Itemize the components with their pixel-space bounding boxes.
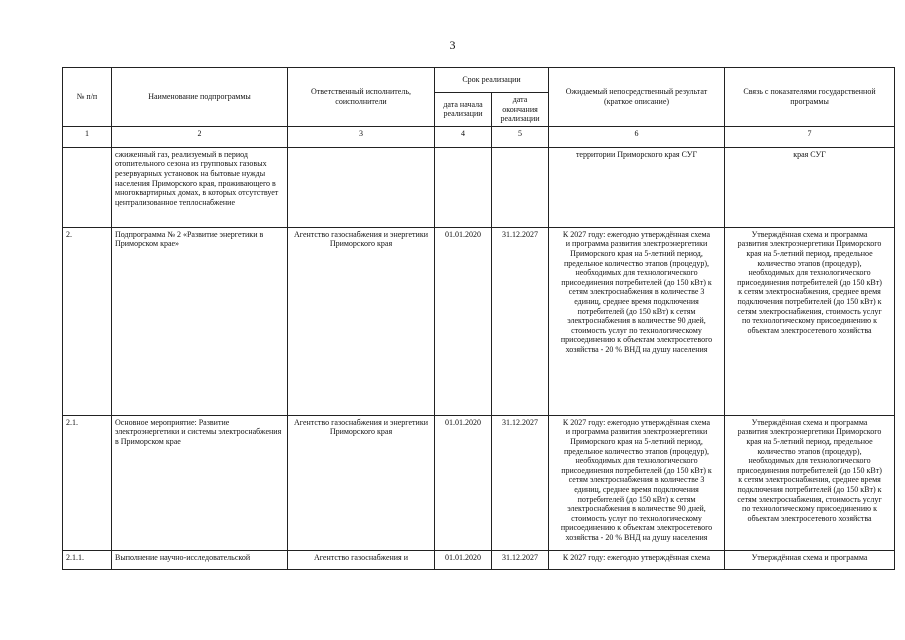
table-row (63, 415, 895, 550)
header-name: Наименование подпрограммы (112, 68, 288, 127)
header-end-date: дата окончания реализации (492, 93, 549, 127)
header-responsible: Ответственный исполнитель, соисполнители (288, 68, 435, 127)
row-link: края СУГ (725, 147, 895, 227)
row-start-date: 01.01.2020 (435, 227, 492, 415)
row-responsible: Агентство газоснабжения и энергетики Приморского края (288, 415, 435, 550)
row-name: Основное мероприятие: Развитие электроэнергетики и системы электроснабжения в Приморском крае (112, 415, 288, 550)
column-index: 6 (549, 126, 725, 147)
row-start-date: 01.01.2020 (435, 415, 492, 550)
header-result: Ожидаемый непосредственный результат (краткое описание) (549, 68, 725, 127)
row-start-date: 01.01.2020 (435, 550, 492, 569)
row-start-date (435, 147, 492, 227)
page-number: 3 (449, 38, 456, 52)
row-result: К 2027 году: ежегодно утверждённая схема (549, 550, 725, 569)
row-responsible: Агентство газоснабжения и энергетики Приморского края (288, 227, 435, 415)
table-row (63, 550, 895, 569)
row-responsible (288, 147, 435, 227)
row-result: территории Приморского края СУГ (549, 147, 725, 227)
header-term: Срок реализации (435, 68, 549, 93)
row-num (63, 147, 112, 227)
column-index: 2 (112, 126, 288, 147)
row-num: 2.1.1. (63, 550, 112, 569)
program-table (62, 67, 895, 570)
table-row (63, 147, 895, 227)
header-start-date: дата начала реализации (435, 93, 492, 127)
column-index: 5 (492, 126, 549, 147)
row-end-date: 31.12.2027 (492, 227, 549, 415)
row-name: Выполнение научно-исследовательской (112, 550, 288, 569)
row-num: 2. (63, 227, 112, 415)
row-link: Утверждённая схема и программа (725, 550, 895, 569)
row-end-date: 31.12.2027 (492, 550, 549, 569)
row-end-date: 31.12.2027 (492, 415, 549, 550)
row-name: Подпрограмма № 2 «Развитие энергетики в Приморском крае» (112, 227, 288, 415)
column-index: 1 (63, 126, 112, 147)
header-row-1 (63, 68, 895, 93)
row-responsible: Агентство газоснабжения и (288, 550, 435, 569)
row-num: 2.1. (63, 415, 112, 550)
row-end-date (492, 147, 549, 227)
row-name: сжиженный газ, реализуемый в период отопительного сезона из групповых газовых резервуарных установок на бытовые нужды населения Приморского края, проживающего в многоквартирных домах, в которых отсутствует централизованное теплоснабжение (112, 147, 288, 227)
column-index: 3 (288, 126, 435, 147)
table-row (63, 227, 895, 415)
row-link: Утверждённая схема и программа развития электроэнергетики Приморского края на 5-летний период, предельное количество этапов (процедур), необходимых для технологического присоединения потребителей (до 150 кВт) к сетям электроснабжения, среднее время подключения потребителей (до 150 кВт) к сетям электроснабжения, стоимость услуг по технологическому присоединению к объектам электросетевого хозяйства (725, 227, 895, 415)
column-index: 4 (435, 126, 492, 147)
row-result: К 2027 году: ежегодно утверждённая схема и программа развития электроэнергетики Приморского края на 5-летний период, предельное количество этапов (процедур), необходимых для технологического присоединения потребителей (до 150 кВт) к сетям электроснабжения в количестве 3 единиц, среднее время подключения потребителей (до 150 кВт) к сетям электроснабжения в количестве 90 дней, стоимость услуг по технологическому присоединению к объектам электросетевого хозяйства - 20 % ВНД на душу населения (549, 415, 725, 550)
column-index-row (63, 126, 895, 147)
header-num: № п/п (63, 68, 112, 127)
row-result: К 2027 году: ежегодно утверждённая схема и программа развития электроэнергетики Приморского края на 5-летний период, предельное количество этапов (процедур), необходимых для технологического присоединения потребителей (до 150 кВт) к сетям электроснабжения в количестве 3 единиц, среднее время подключения потребителей (до 150 кВт) к сетям электроснабжения в количестве 90 дней, стоимость услуг по технологическому присоединению к объектам электросетевого хозяйства - 20 % ВНД на душу населения (549, 227, 725, 415)
header-link: Связь с показателями государственной программы (725, 68, 895, 127)
column-index: 7 (725, 126, 895, 147)
row-link: Утверждённая схема и программа развития электроэнергетики Приморского края на 5-летний период, предельное количество этапов (процедур), необходимых для технологического присоединения потребителей (до 150 кВт) к сетям электроснабжения, среднее время подключения потребителей (до 150 кВт) к сетям электроснабжения, стоимость услуг по технологическому присоединению к объектам электросетевого хозяйства (725, 415, 895, 550)
